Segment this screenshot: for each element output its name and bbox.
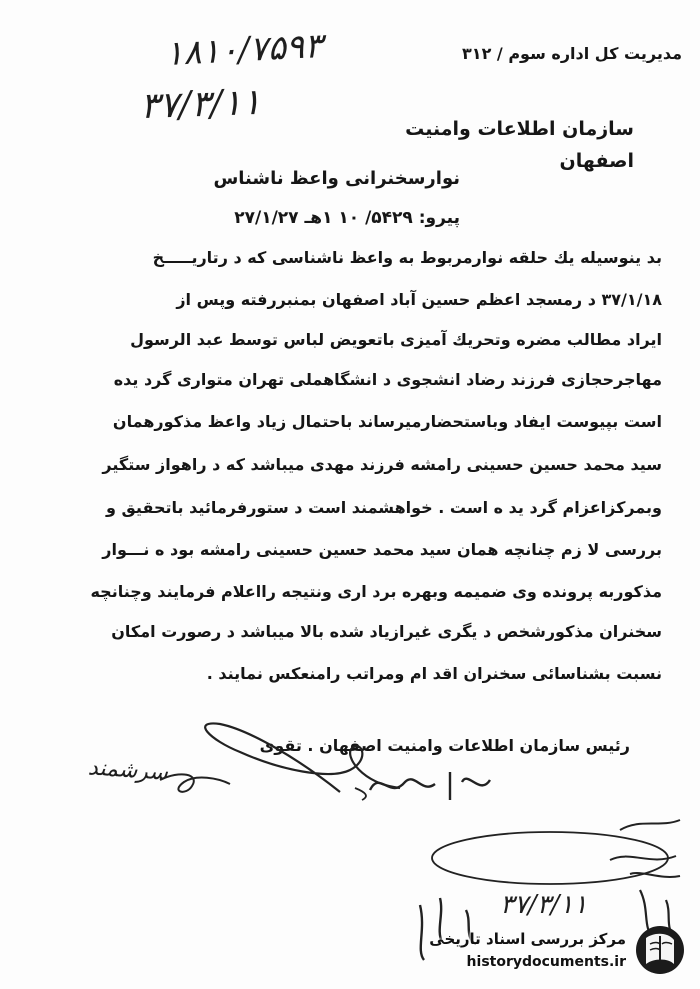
body-line: سخنران مذکورشخص د یگری غیرازیاد شده بالا میباشد د رصورت امکان xyxy=(111,622,662,641)
stamp-number: ۳۷/۳/۱۱ xyxy=(500,890,588,920)
watermark xyxy=(418,920,690,982)
watermark-title: مرکز بررسی اسناد تاریخی xyxy=(429,930,626,948)
body-line: بررسی لا زم چنانچه همان سید محمد حسین حسینی رامشه بود ه نـــوار xyxy=(102,540,662,559)
body-line: ایراد مطالب مضره وتحریك آمیزی باتعویض لباس توسط عبد الرسول xyxy=(130,330,662,349)
document-subject: نوارسخنرانی واعظ ناشناس xyxy=(213,168,460,189)
initials-scribble xyxy=(350,760,530,810)
recipient-city: اصفهان xyxy=(559,150,634,172)
office-line: مدیریت کل اداره سوم / ۳۱۲ xyxy=(462,44,682,63)
signature-title: رئیس سازمان اطلاعات وامنیت اصفهان . تقوی xyxy=(259,736,630,755)
body-line: نسبت بشناسائی سخنران اقد ام ومراتب رامنعکس نمایند . xyxy=(206,664,662,683)
follow-up-reference: پیرو: ۵۴۲۹/ ۱۰ ۱هـ ۲۷/۱/۲۷ xyxy=(234,208,460,228)
signature-name: سرشمند xyxy=(87,755,169,786)
watermark-url[interactable]: historydocuments.ir xyxy=(466,954,626,970)
body-line: مذکوربه پرونده وی ضمیمه وبهره برد اری ونتیجه رااعلام فرمایند وچنانچه xyxy=(90,582,662,601)
reference-number-secondary: ۳۷/۳/۱۱ xyxy=(139,81,262,128)
archive-logo-icon xyxy=(634,924,686,976)
body-line: است بپیوست ایفاد وباستحضارمیرساند باحتمال زیاد واعظ مذکورهمان xyxy=(112,412,662,431)
body-line: بد ینوسیله یك حلقه نوارمربوط به واعظ ناشناسی که د رتاریـــــخ xyxy=(152,248,662,267)
reference-number: ۱۸۱۰/۷۵۹۳ xyxy=(164,25,324,75)
body-line: مهاجرحجازی فرزند رضاد انشجوی د انشگاهملی تهران متواری گرد یده xyxy=(113,370,662,389)
body-line: ۳۷/۱/۱۸ د رمسجد اعظم حسین آباد اصفهان بمنبررفته وپس از xyxy=(176,290,662,309)
recipient-organization: سازمان اطلاعات وامنیت xyxy=(405,118,634,140)
body-line: وبمرکزاعزام گرد ید ه است . خواهشمند است د ستورفرمائید باتحقیق و xyxy=(105,498,662,517)
body-line: سید محمد حسین حسینی رامشه فرزند مهدی میباشد که د راهواز ستگیر xyxy=(102,455,662,474)
